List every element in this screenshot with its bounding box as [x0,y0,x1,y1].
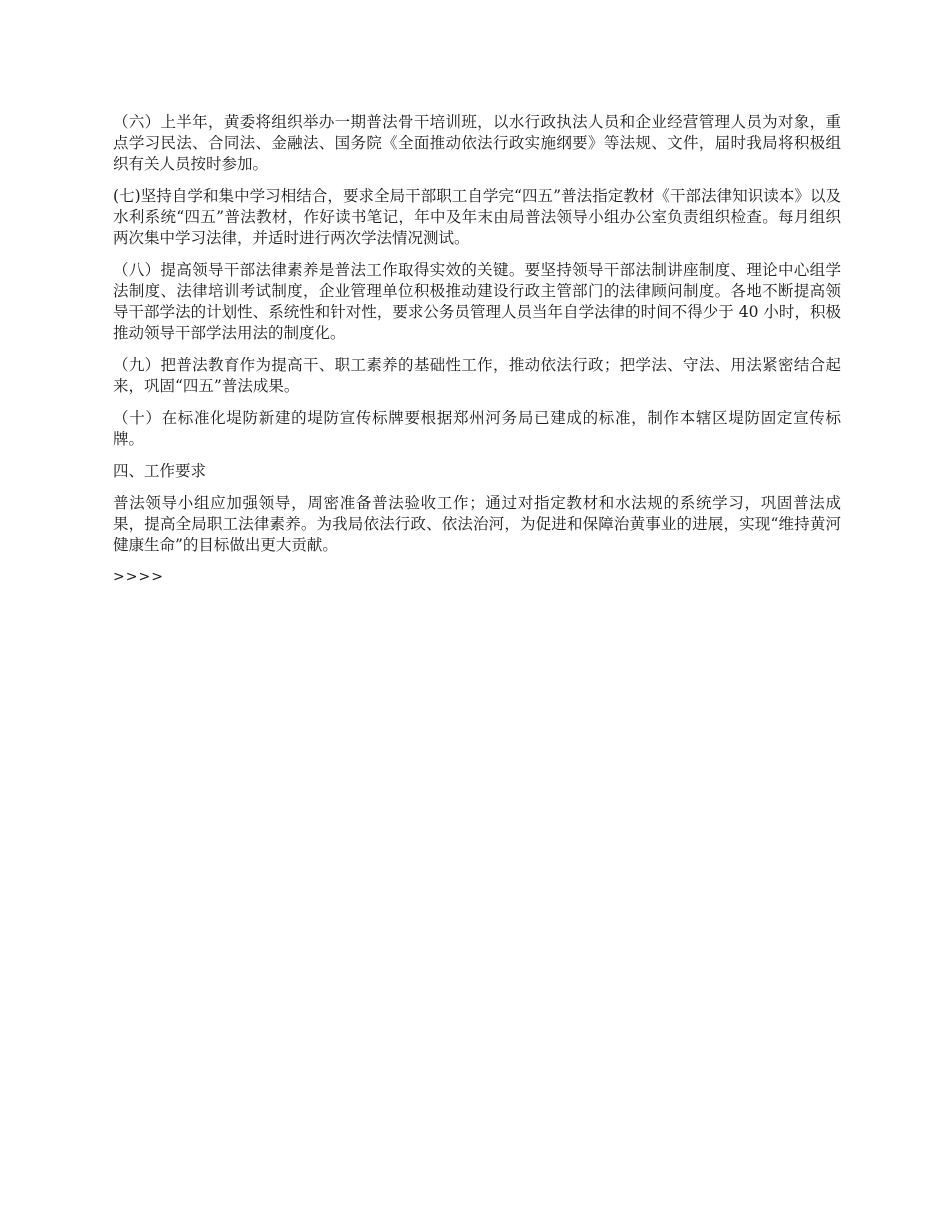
end-mark: >>>> [113,569,164,585]
section-heading-work-requirements: 四、工作要求 [113,462,207,480]
paragraph-7: (七)坚持自学和集中学习相结合，要求全局干部职工自学完“四五”普法指定教材《干部法律知识读本》以及水利系统“四五”普法教材，作好读书笔记，年中及年末由局普法领导小组办公室负责组织检查。每月组织两次集中学习法律，并适时进行两次学法情况测试。 [113,187,841,247]
paragraph-9: （九）把普法教育作为提高干、职工素养的基础性工作，推动依法行政；把学法、守法、用法紧密结合起来，巩固“四五”普法成果。 [113,356,841,395]
paragraph-6: （六）上半年，黄委将组织举办一期普法骨干培训班，以水行政执法人员和企业经营管理人员为对象，重点学习民法、合同法、金融法、国务院《全面推动依法行政实施纲要》等法规、文件，届时我局将积极组织有关人员按时参加。 [113,113,841,173]
paragraph-10: （十）在标准化堤防新建的堤防宣传标牌要根据郑州河务局已建成的标准，制作本辖区堤防固定宣传标牌。 [113,409,841,448]
document-body [113,112,841,588]
paragraph-work-requirements: 普法领导小组应加强领导，周密准备普法验收工作；通过对指定教材和水法规的系统学习，巩固普法成果，提高全局职工法律素养。为我局依法行政、依法治河，为促进和保障治黄事业的进展，实现“维持黄河健康生命”的目标做出更大贡献。 [113,494,841,554]
paragraph-8: （八）提高领导干部法律素养是普法工作取得实效的关键。要坚持领导干部法制讲座制度、理论中心组学法制度、法律培训考试制度，企业管理单位积极推动建设行政主管部门的法律顾问制度。各地不断提高领导干部学法的计划性、系统性和针对性，要求公务员管理人员当年自学法律的时间不得少于 40 小时，积极推动领导干部学法用法的制度化。 [113,261,841,342]
